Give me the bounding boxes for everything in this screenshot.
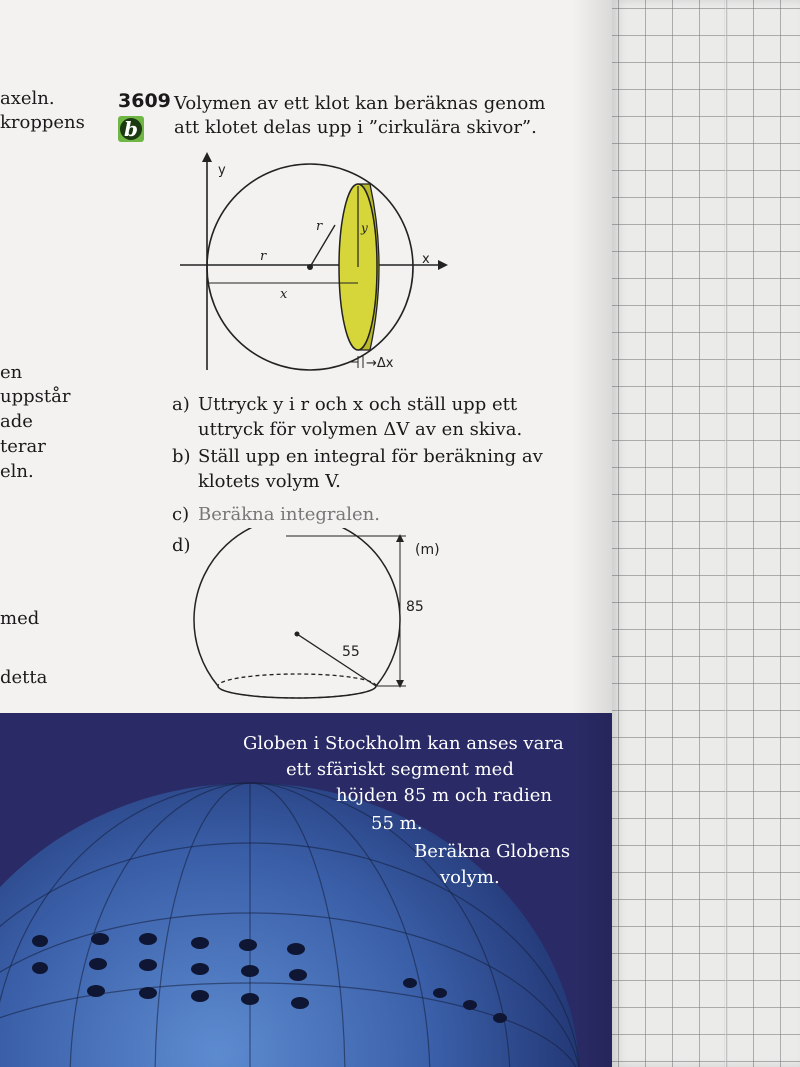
height-label: 85 [406,599,424,615]
question-b [172,444,543,494]
unit-label: (m) [415,542,440,558]
center-dot [307,264,313,270]
horizontal-radius-label: r [260,249,267,264]
level-badge-letter: b [120,118,142,140]
margin-fragment: axeln. [0,88,55,109]
intro-line-1: Volymen av ett klot kan beräknas genom [174,93,546,114]
y-axis-arrow [202,152,212,162]
sphere-slice-diagram [170,150,450,385]
paper-fold [724,0,728,1067]
x-dimension-label: x [280,287,288,302]
question-text: Uttryck y i r och x och ställ upp ett [198,394,518,415]
question-text: Ställ upp en integral för beräkning av [198,446,543,467]
question-label: a) [172,394,190,415]
x-axis-arrow [438,260,448,270]
banner-line-4: 55 m. [371,813,423,834]
question-label: d) [172,535,191,556]
question-text: Beräkna integralen. [198,504,380,525]
intro-line-2: att klotet delas upp i ”cirkulära skivor”. [174,117,537,138]
margin-fragment: uppstår [0,386,71,407]
question-c [172,502,380,527]
slant-radius-label: r [316,219,323,234]
height-arrow-bottom [396,680,404,688]
margin-fragment: ade [0,411,33,432]
grid-notebook-paper [612,0,800,1067]
margin-fragment: med [0,608,40,629]
height-arrow-top [396,534,404,542]
question-label: b) [172,446,191,467]
problem-intro [174,92,545,140]
level-badge [118,116,144,142]
banner-line-3: höjden 85 m och radien [336,785,553,806]
globen-photo-banner [0,713,612,1067]
question-a [172,392,522,442]
question-text-cont: klotets volym V. [198,471,341,492]
slice-y-label: y [361,221,368,235]
margin-fragment: en [0,362,23,383]
dx-label: →Δx [366,356,394,371]
y-axis-label: y [218,163,226,178]
spherical-segment-diagram [190,528,450,708]
margin-fragment: terar [0,436,46,457]
segment-outline [194,528,400,686]
slant-radius [310,225,335,267]
banner-line-2: ett sfäriskt segment med [286,759,514,780]
banner-line-6: volym. [440,867,500,888]
banner-line-5: Beräkna Globens [414,841,571,862]
radius-label: 55 [342,644,360,660]
base-ellipse-front [218,686,376,698]
page-gutter-shadow [572,0,612,1067]
question-text-cont: uttryck för volymen ΔV av en skiva. [198,419,523,440]
margin-fragment: detta [0,667,48,688]
margin-fragment: kroppens [0,112,85,133]
globe-dome [0,783,580,1067]
margin-fragment: eln. [0,461,34,482]
segment-radius [297,634,376,686]
question-label: c) [172,504,190,525]
problem-number: 3609 [118,90,171,112]
banner-line-1: Globen i Stockholm kan anses vara [243,733,564,754]
x-axis-label: x [422,252,430,267]
